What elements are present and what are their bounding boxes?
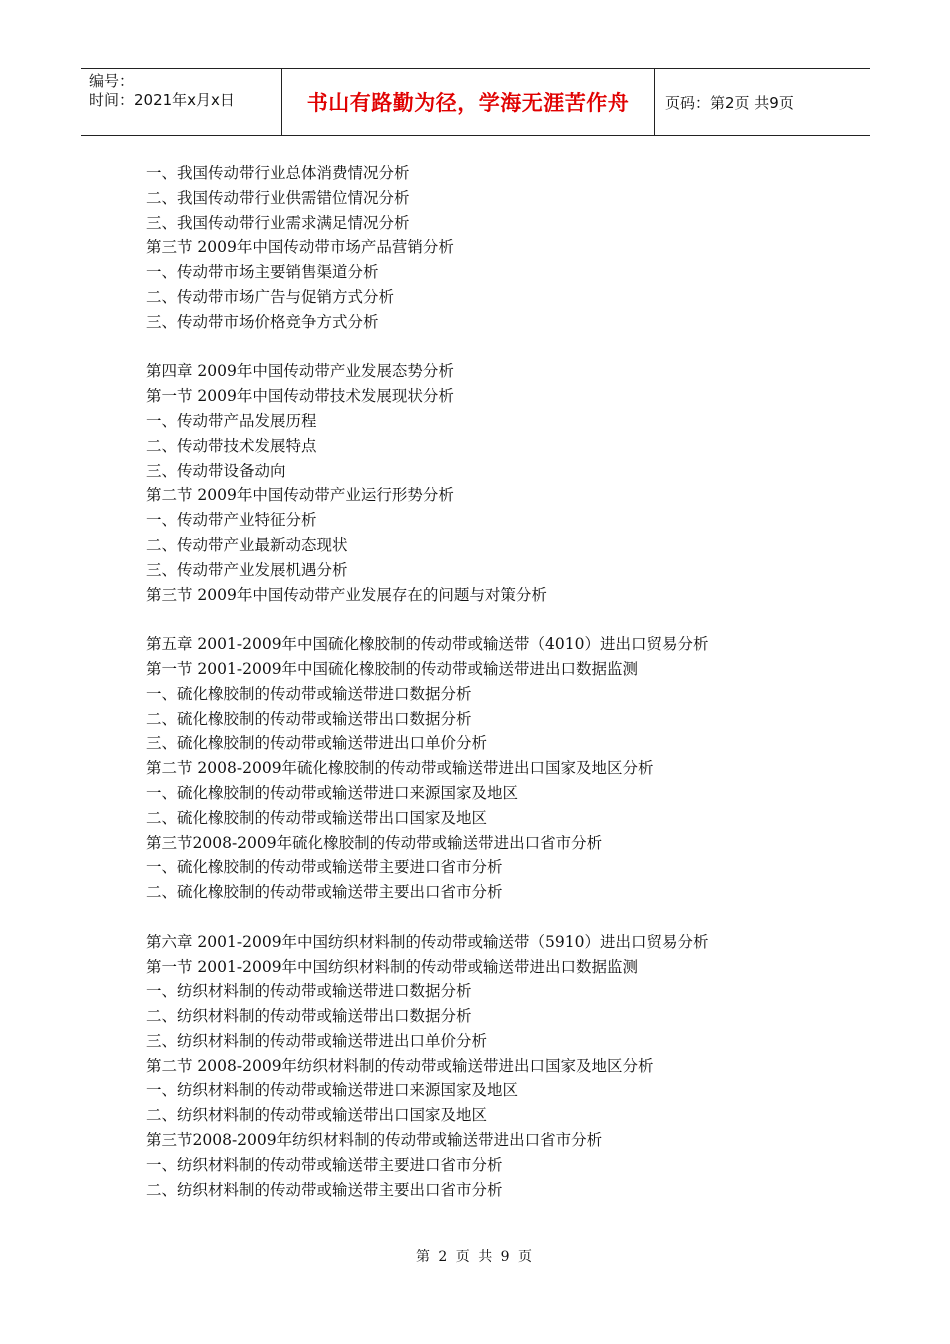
toc-entry: 第三节2008-2009年纺织材料制的传动带或输送带进出口省市分析 (146, 1131, 603, 1150)
page-header (81, 68, 870, 136)
toc-entry: 二、纺织材料制的传动带或输送带主要出口省市分析 (146, 1180, 503, 1199)
toc-entry: 二、纺织材料制的传动带或输送带出口国家及地区 (146, 1106, 488, 1125)
toc-entry: 第三节 2009年中国传动带产业发展存在的问题与对策分析 (146, 585, 547, 604)
toc-entry: 第六章 2001-2009年中国纺织材料制的传动带或输送带（5910）进出口贸易分析 (146, 932, 709, 951)
toc-entry: 第四章 2009年中国传动带产业发展态势分析 (146, 362, 454, 381)
toc-entry: 三、硫化橡胶制的传动带或输送带进出口单价分析 (146, 734, 488, 753)
toc-entry: 二、纺织材料制的传动带或输送带出口数据分析 (146, 1007, 472, 1026)
toc-entry: 二、硫化橡胶制的传动带或输送带出口数据分析 (146, 709, 472, 728)
toc-entry: 第三节2008-2009年硫化橡胶制的传动带或输送带进出口省市分析 (146, 833, 603, 852)
toc-entry: 二、传动带产业最新动态现状 (146, 535, 348, 554)
toc-entry: 二、硫化橡胶制的传动带或输送带主要出口省市分析 (146, 883, 503, 902)
toc-spacer (146, 335, 846, 360)
toc-entry: 第一节 2009年中国传动带技术发展现状分析 (146, 387, 454, 406)
toc-spacer (146, 905, 846, 930)
table-of-contents (146, 161, 846, 1202)
toc-entry: 第二节 2008-2009年纺织材料制的传动带或输送带进出口国家及地区分析 (146, 1056, 654, 1075)
header-meta (81, 69, 281, 135)
toc-entry: 第二节 2009年中国传动带产业运行形势分析 (146, 486, 454, 505)
toc-entry: 一、纺织材料制的传动带或输送带进口数据分析 (146, 982, 472, 1001)
header-page-number: 页码：第2页 共9页 (665, 93, 794, 112)
toc-entry: 三、传动带设备动向 (146, 461, 286, 480)
toc-entry: 第五章 2001-2009年中国硫化橡胶制的传动带或输送带（4010）进出口贸易分析 (146, 635, 709, 654)
toc-entry: 三、纺织材料制的传动带或输送带进出口单价分析 (146, 1031, 488, 1050)
toc-entry: 一、纺织材料制的传动带或输送带主要进口省市分析 (146, 1155, 503, 1174)
toc-entry: 二、硫化橡胶制的传动带或输送带出口国家及地区 (146, 808, 488, 827)
header-page-cell (655, 69, 870, 135)
toc-entry: 第三节 2009年中国传动带市场产品营销分析 (146, 238, 454, 257)
toc-entry: 第二节 2008-2009年硫化橡胶制的传动带或输送带进出口国家及地区分析 (146, 759, 654, 778)
toc-entry: 一、传动带市场主要销售渠道分析 (146, 263, 379, 282)
footer-page-number: 第 2 页 共 9 页 (415, 1249, 535, 1265)
toc-entry: 二、传动带技术发展特点 (146, 436, 317, 455)
page-footer (0, 1246, 950, 1266)
header-motto-cell (281, 69, 655, 135)
toc-entry: 一、硫化橡胶制的传动带或输送带进口数据分析 (146, 684, 472, 703)
toc-entry: 三、我国传动带行业需求满足情况分析 (146, 213, 410, 232)
toc-entry: 第一节 2001-2009年中国硫化橡胶制的传动带或输送带进出口数据监测 (146, 659, 639, 678)
toc-spacer (146, 607, 846, 632)
header-motto: 书山有路勤为径，学海无涯苦作舟 (306, 91, 630, 115)
toc-entry: 一、硫化橡胶制的传动带或输送带主要进口省市分析 (146, 858, 503, 877)
toc-entry: 一、硫化橡胶制的传动带或输送带进口来源国家及地区 (146, 783, 519, 802)
toc-entry: 一、传动带产业特征分析 (146, 511, 317, 530)
document-number-label: 编号： (89, 72, 135, 90)
toc-entry: 三、传动带市场价格竞争方式分析 (146, 312, 379, 331)
toc-entry: 三、传动带产业发展机遇分析 (146, 560, 348, 579)
document-date-label: 时间：2021年x月x日 (89, 91, 235, 109)
toc-entry: 一、纺织材料制的传动带或输送带进口来源国家及地区 (146, 1081, 519, 1100)
toc-entry: 一、我国传动带行业总体消费情况分析 (146, 164, 410, 182)
toc-entry: 第一节 2001-2009年中国纺织材料制的传动带或输送带进出口数据监测 (146, 957, 639, 976)
toc-entry: 二、传动带市场广告与促销方式分析 (146, 287, 395, 306)
toc-entry: 二、我国传动带行业供需错位情况分析 (146, 188, 410, 207)
toc-entry: 一、传动带产品发展历程 (146, 411, 317, 430)
